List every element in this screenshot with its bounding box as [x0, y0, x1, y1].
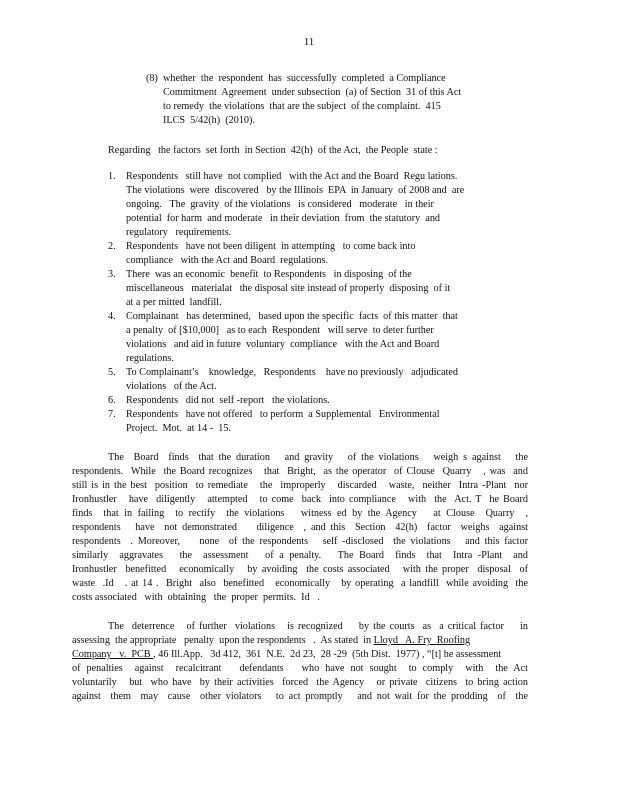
item-8-line: to remedy the violations that are the subject of the complaint. 415	[163, 101, 441, 112]
list-item-3-marker: 3.	[108, 269, 116, 280]
list-item-1-line: The violations were discovered by the Illinois EPA in January of 2008 and are	[126, 185, 465, 196]
item-8-line: Commitment Agreement under subsection (a) of Section 31 of this Act	[163, 87, 462, 98]
list-item-4-marker: 4.	[108, 311, 116, 322]
item-8-line: whether the respondent has successfully completed a Compliance	[163, 73, 446, 84]
body-paragraph-line: of penalties against recalcitrant defendants who have not sought to comply with the Act	[72, 663, 528, 674]
list-item-4-line: Complainant has determined, based upon the specific facts of this matter that	[126, 311, 458, 322]
list-item-3-line: There was an economic benefit to Respondents in disposing of the	[126, 269, 412, 280]
body-paragraph-line: Ironhustler benefitted economically by avoiding the costs associated with the proper disposal of	[72, 564, 528, 575]
list-item-4-line: regulations.	[126, 353, 174, 364]
body-paragraph-line	[72, 635, 470, 647]
list-item-6-marker: 6.	[108, 395, 116, 406]
body-paragraph-line: against them may cause other violators to act promptly and not wait for the prodding of the	[72, 691, 528, 702]
citation-text: , 46 Ill.App. 3d 412, 361 N.E. 2d 23, 28 -29 (5th Dist. 1977) , “[t] he assessment	[153, 649, 502, 660]
list-item-7-line: Project. Mot. at 14 - 15.	[126, 423, 231, 434]
list-item-2-marker: 2.	[108, 241, 116, 252]
citation-text: assessing the appropriate penalty upon the respondents . As stated in	[72, 635, 374, 646]
case-name-citation: Lloyd A. Fry Roofing	[373, 635, 471, 646]
body-paragraph-line: respondents have not demonstrated diligence , and this Section 42(h) factor weighs against	[72, 522, 528, 533]
list-item-1-line: ongoing. The gravity of the violations is considered moderate in their	[126, 199, 434, 210]
list-item-7-line: Respondents have not offered to perform a Supplemental Environmental	[126, 409, 440, 420]
body-paragraph-line: respondents . Moreover, none of the respondents self -disclosed the violations and this factor	[72, 536, 528, 547]
list-item-5-line: violations of the Act.	[126, 381, 217, 392]
regarding-line: Regarding the factors set forth in Section 42(h) of the Act, the People state :	[108, 145, 438, 156]
list-item-2-line: compliance with the Act and Board regulations.	[126, 255, 328, 266]
list-item-1-line: potential for harm and moderate in their deviation from the statutory and	[126, 213, 441, 224]
item-8-marker: (8)	[146, 73, 158, 84]
body-paragraph-line: finds that in failing to rectify the violations witness ed by the Agency at Clouse Quarry ,	[72, 508, 528, 519]
body-paragraph-line: voluntarily but who have by their activities forced the Agency or private citizens to bring action	[72, 677, 528, 688]
body-paragraph-line: still is in the best position to remediate the improperly discarded waste, neither Intra -Plant nor	[72, 480, 528, 491]
list-item-5-marker: 5.	[108, 367, 116, 378]
list-item-5-line: To Complainant’s knowledge, Respondents have no previously adjudicated	[126, 367, 459, 378]
body-paragraph-line: similarly aggravates the assessment of a penalty. The Board finds that Intra -Plant and	[72, 550, 528, 561]
list-item-1-marker: 1.	[108, 171, 116, 182]
list-item-1-line: regulatory requirements.	[126, 227, 232, 238]
list-item-4-line: a penalty of [$10,000] as to each Respondent will serve to deter further	[126, 325, 434, 336]
page-number: 11	[303, 36, 315, 48]
list-item-3-line: at a per mitted landfill.	[126, 297, 222, 308]
item-8-line: ILCS 5/42(h) (2010).	[163, 115, 255, 126]
list-item-3-line: miscellaneous materialat the disposal site instead of properly disposing of it	[126, 283, 451, 294]
list-item-2-line: Respondents have not been diligent in attempting to come back into	[126, 241, 416, 252]
body-paragraph-line: respondents. While the Board recognizes that Bright, as the operator of Clouse Quarry , was and	[72, 466, 528, 477]
body-paragraph-line: The Board finds that the duration and gravity of the violations weigh s against the	[108, 452, 528, 463]
list-item-7-marker: 7.	[108, 409, 116, 420]
list-item-4-line: violations and aid in future voluntary compliance with the Act and Board	[126, 339, 440, 350]
body-paragraph-line: The deterrence of further violations is recognized by the courts as a critical factor in	[108, 621, 528, 632]
body-paragraph-line: costs associated with obtaining the proper permits. Id .	[72, 592, 320, 603]
list-item-6-line: Respondents did not self -report the violations.	[126, 395, 330, 406]
body-paragraph-line: waste .Id . at 14 . Bright also benefitted economically by operating a landfill while avoiding the	[72, 578, 528, 589]
list-item-1-line: Respondents still have not complied with the Act and the Board Regu lations.	[126, 171, 458, 182]
body-paragraph-line	[72, 649, 501, 661]
body-paragraph-line: Ironhustler have diligently attempted to come back into compliance with the Act. T he Board	[72, 494, 528, 505]
case-name-citation: Company v. PCB	[72, 649, 154, 660]
